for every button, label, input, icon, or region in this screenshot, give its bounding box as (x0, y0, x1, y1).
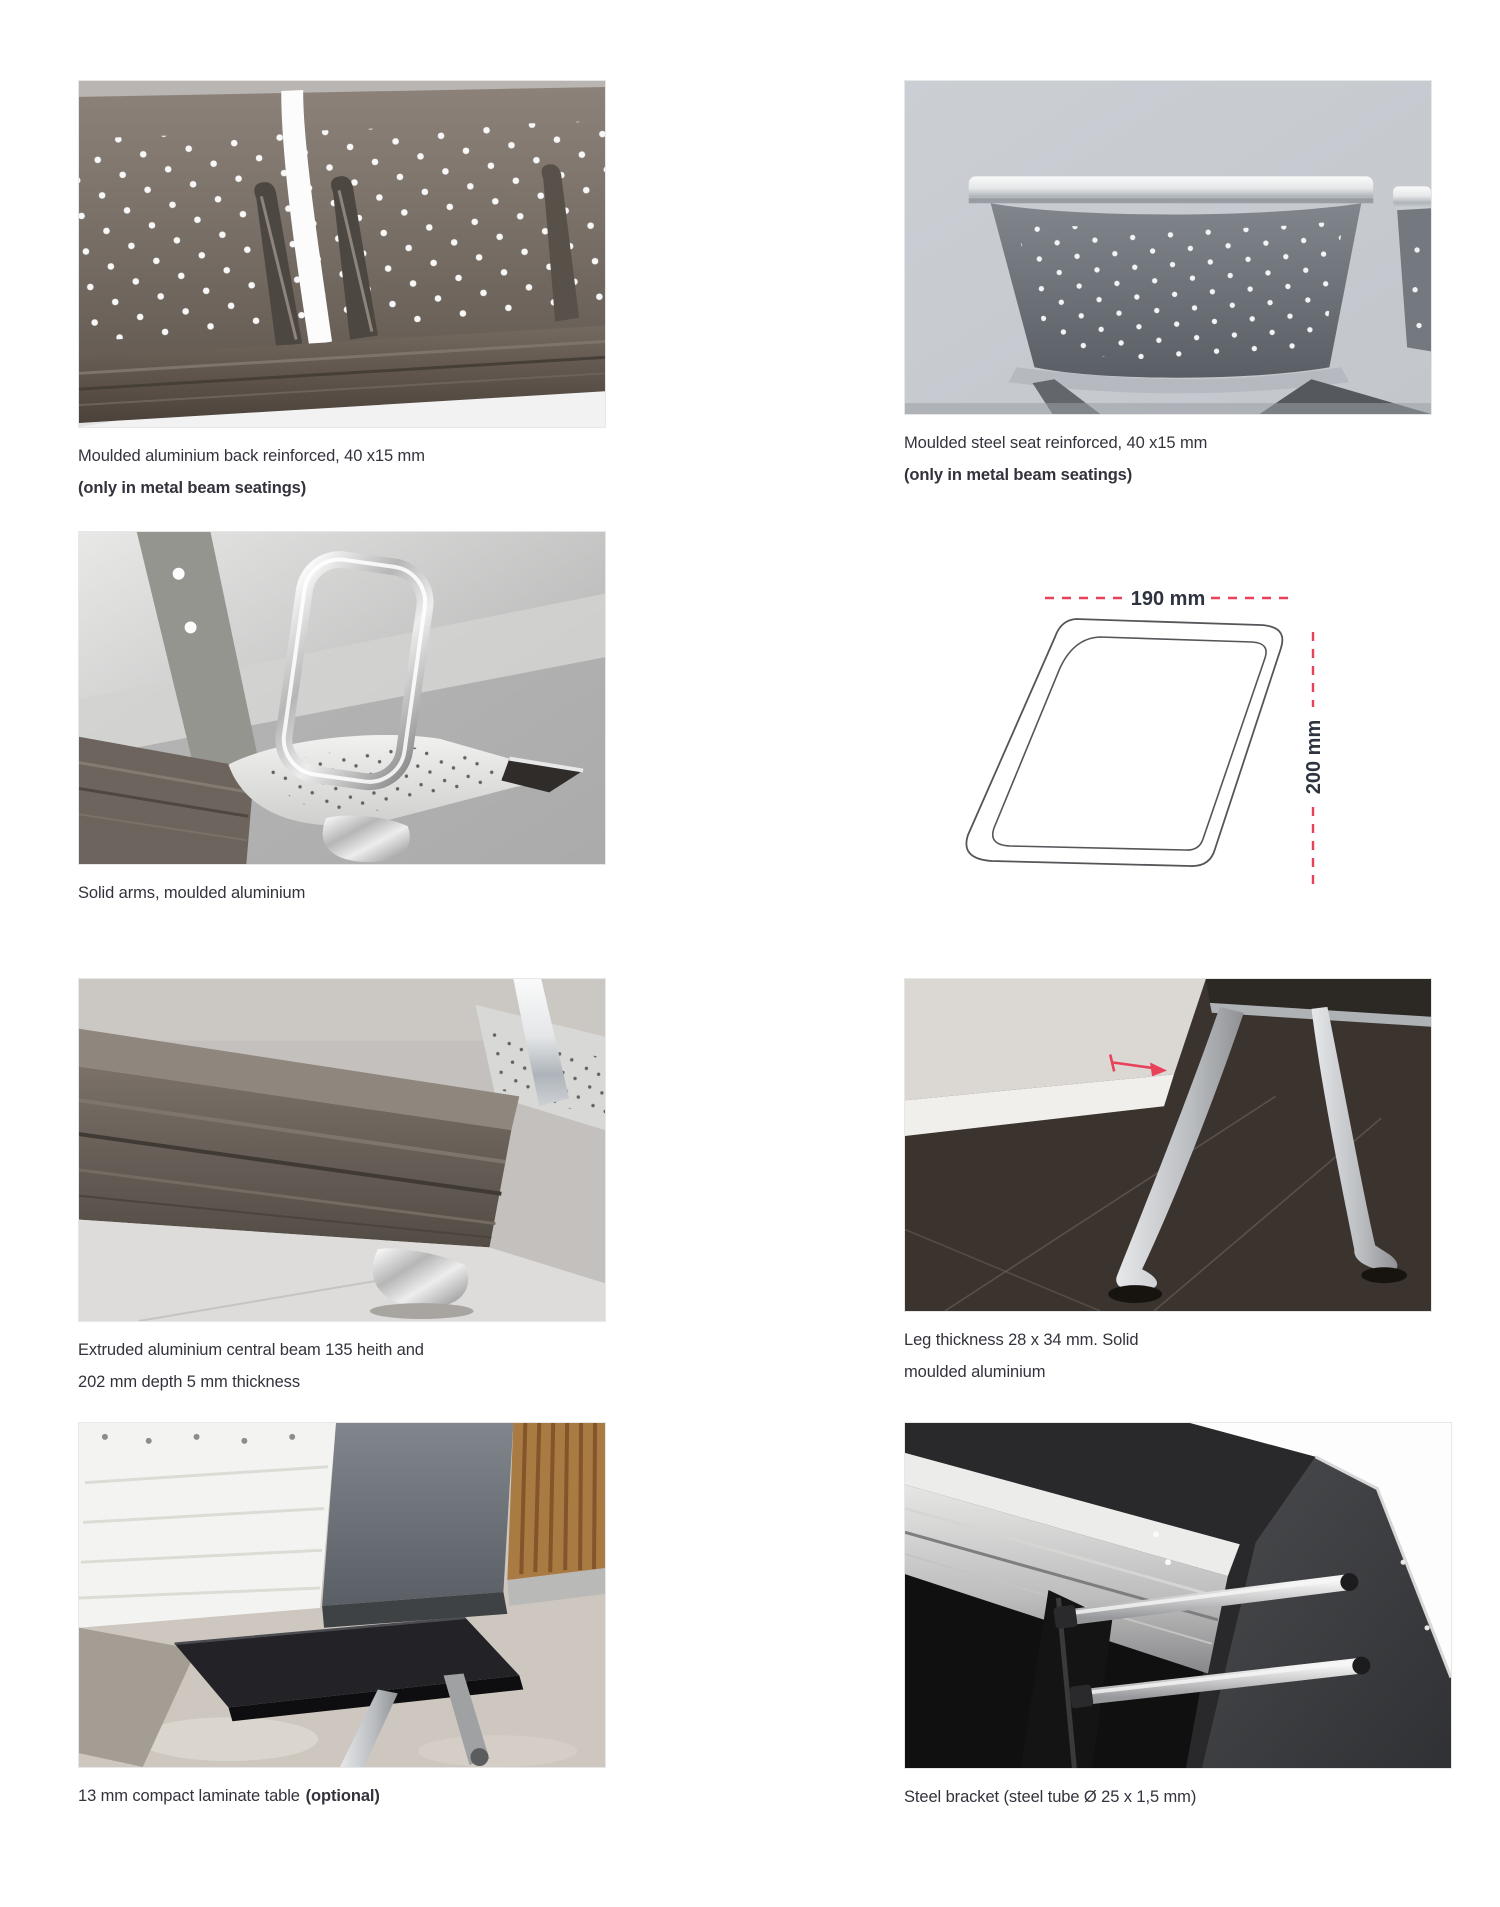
height-dimension-label: 200 mm (1303, 719, 1325, 795)
caption-bracket-line1: Steel bracket (steel tube Ø 25 x 1,5 mm) (904, 1788, 1197, 1806)
width-dimension-label: 190 mm (1130, 588, 1206, 610)
caption-seat-line1: Moulded steel seat reinforced, 40 x15 mm (904, 434, 1208, 452)
photo-bracket-detail (904, 1422, 1452, 1769)
caption-leg-line2: moulded aluminium (904, 1363, 1046, 1381)
caption-beam-detail (78, 1334, 606, 1398)
figure-seat-profile-diagram (904, 531, 1432, 905)
figure-table-detail (78, 1422, 606, 1812)
seat-profile-diagram (904, 531, 1432, 905)
caption-table-detail (78, 1780, 606, 1812)
caption-beam-line1: Extruded aluminium central beam 135 heith and (78, 1341, 424, 1359)
caption-seat-detail (904, 427, 1432, 491)
figure-beam-detail (78, 978, 606, 1398)
caption-back-line1: Moulded aluminium back reinforced, 40 x15 mm (78, 447, 425, 465)
figure-bracket-detail (904, 1422, 1452, 1813)
caption-table-optional: (optional) (305, 1787, 380, 1805)
caption-beam-line2: 202 mm depth 5 mm thickness (78, 1373, 300, 1391)
caption-arm-detail (78, 877, 606, 909)
photo-back-detail (78, 80, 606, 428)
caption-arm-line1: Solid arms, moulded aluminium (78, 884, 306, 902)
figure-back-detail (78, 80, 606, 504)
caption-seat-line2: (only in metal beam seatings) (904, 466, 1133, 484)
photo-beam-detail (78, 978, 606, 1322)
caption-bracket-detail (904, 1781, 1452, 1813)
profile-outline-outer (966, 619, 1282, 866)
figure-arm-detail (78, 531, 606, 909)
photo-leg-detail (904, 978, 1432, 1312)
caption-back-detail (78, 440, 606, 504)
photo-table-detail (78, 1422, 606, 1768)
photo-seat-detail (904, 80, 1432, 415)
caption-leg-line1: Leg thickness 28 x 34 mm. Solid (904, 1331, 1139, 1349)
caption-table-text: 13 mm compact laminate table (78, 1787, 300, 1805)
caption-back-line2: (only in metal beam seatings) (78, 479, 307, 497)
photo-arm-detail (78, 531, 606, 865)
figure-leg-detail (904, 978, 1432, 1388)
figure-seat-detail (904, 80, 1432, 491)
caption-leg-detail (904, 1324, 1432, 1388)
